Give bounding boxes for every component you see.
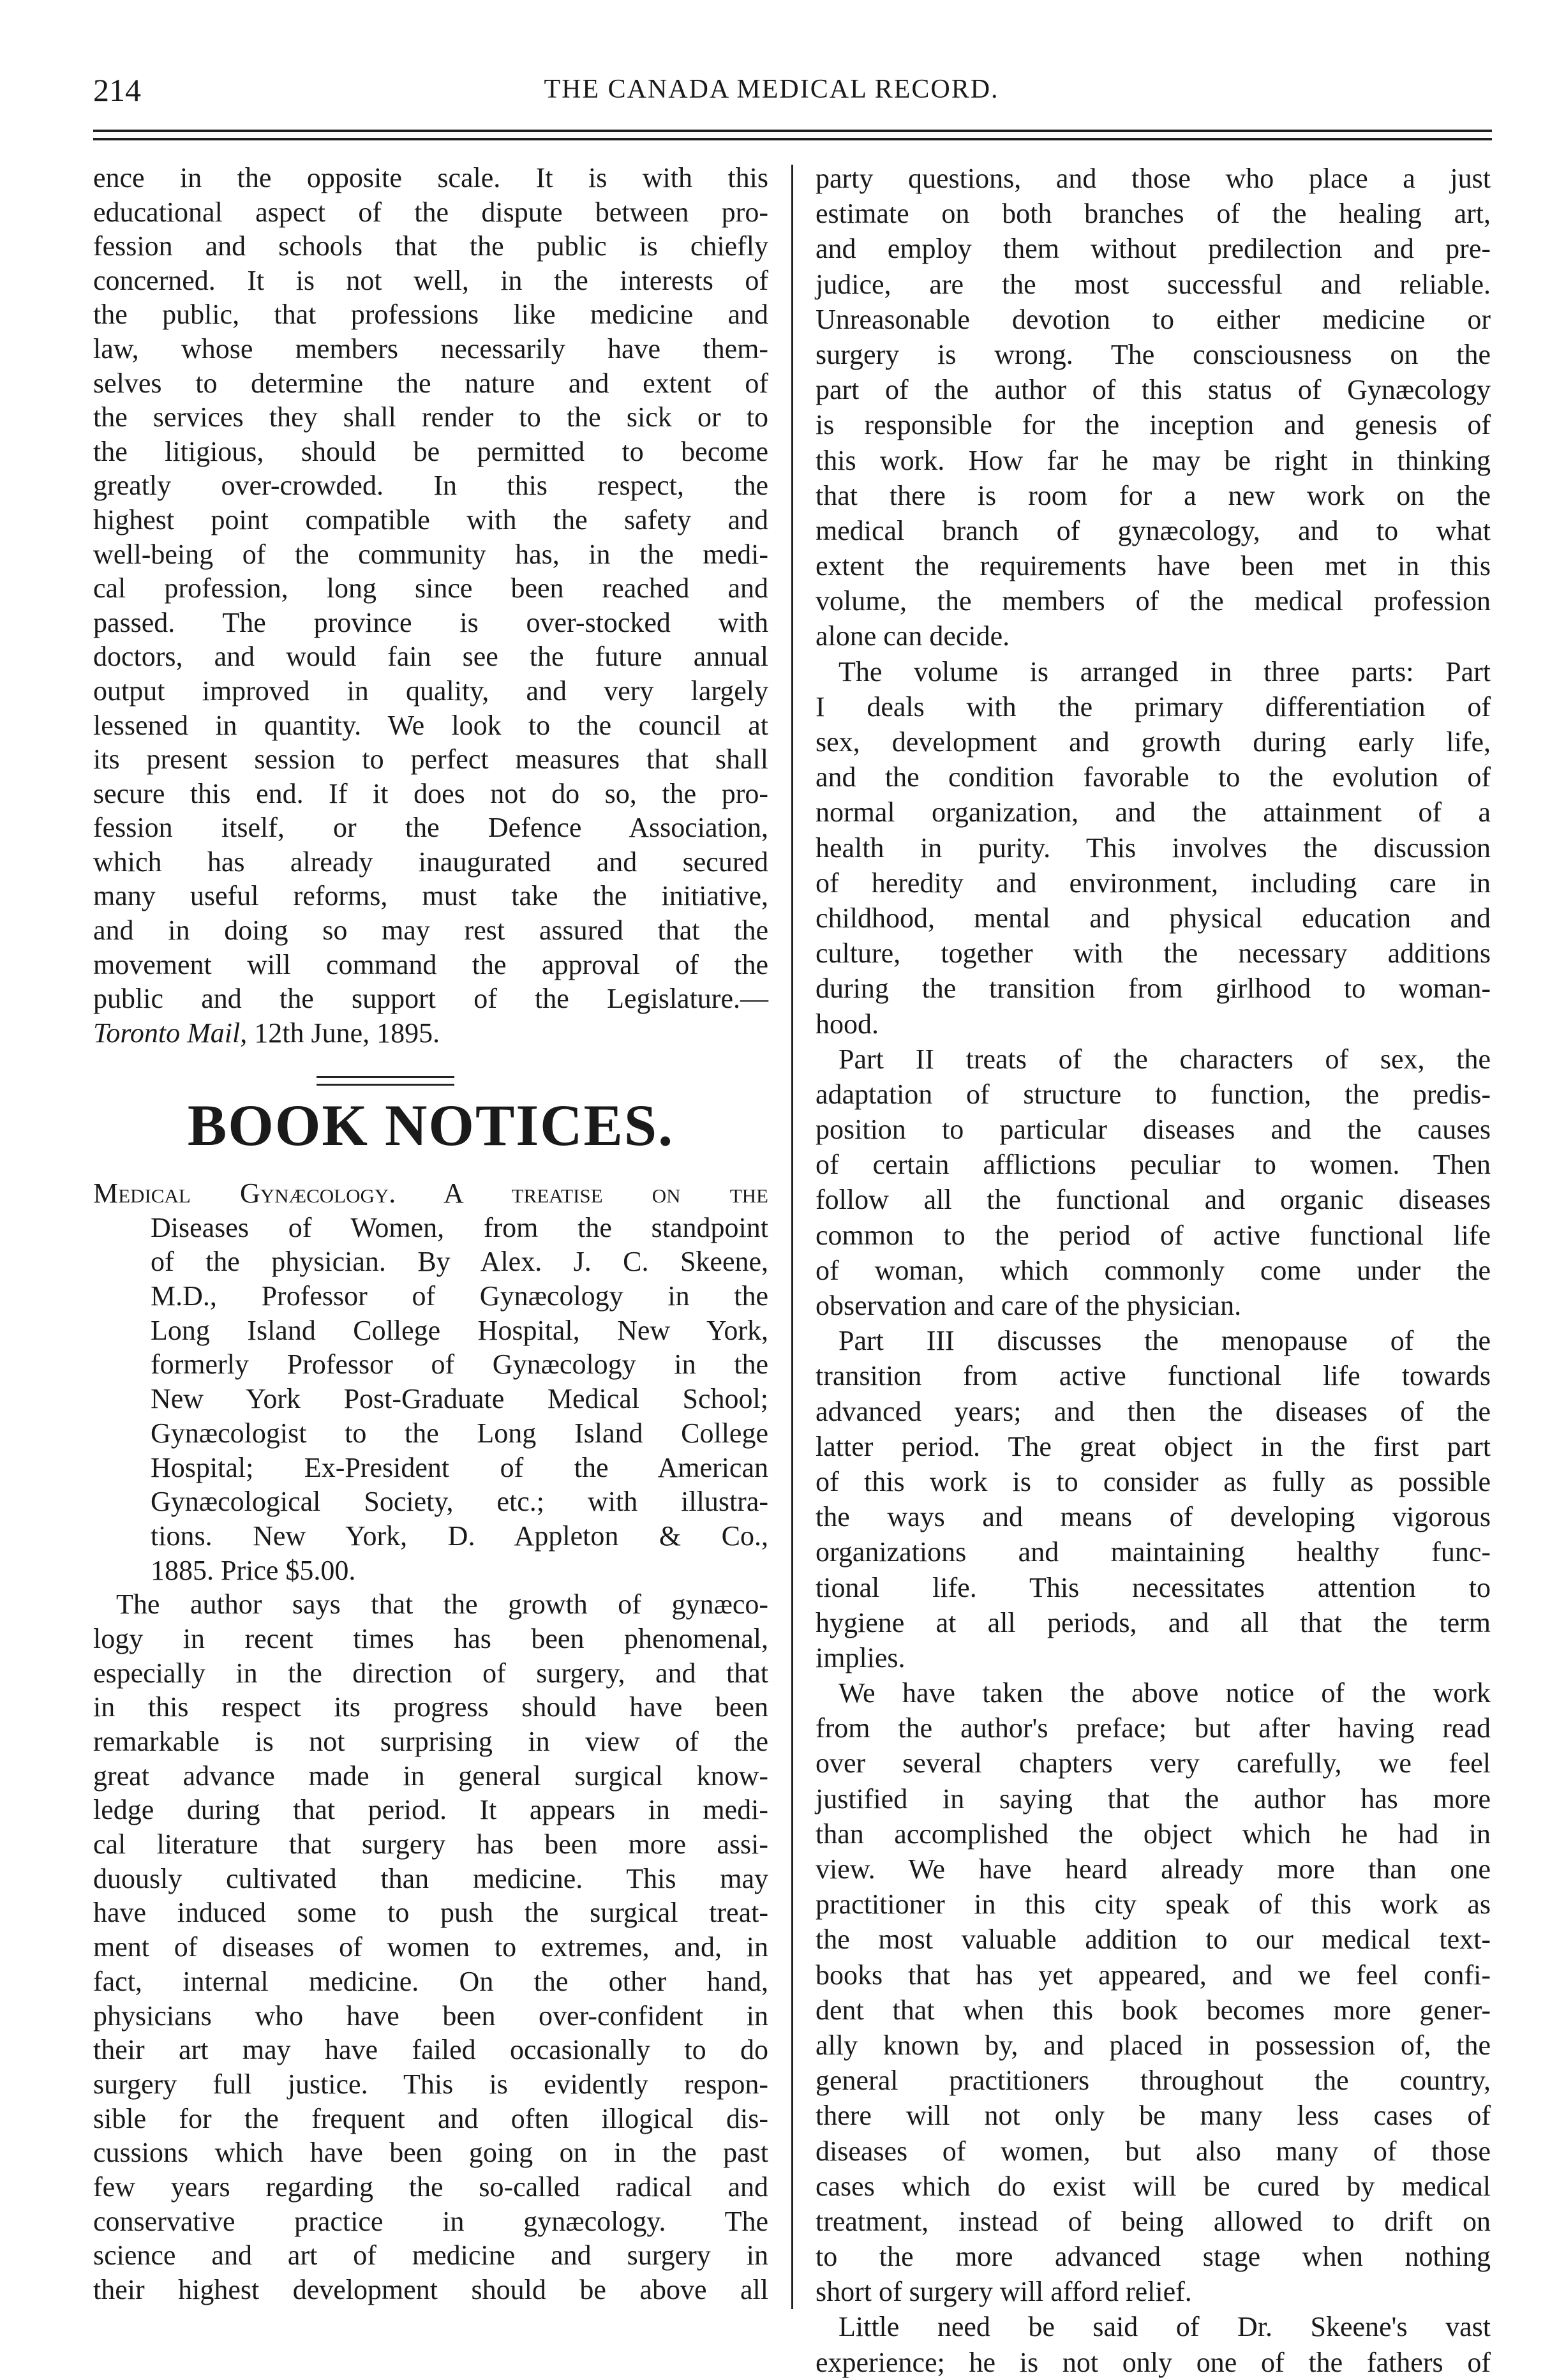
text-line: Long Island College Hospital, New York, <box>151 1314 768 1346</box>
text-line: concerned. It is not well, in the interests of <box>93 264 768 296</box>
text-line: tional life. This necessitates attention to <box>816 1571 1491 1603</box>
text-line: and the condition favorable to the evolution of <box>816 761 1491 793</box>
text-line: their art may have failed occasionally to do <box>93 2034 768 2066</box>
text-line: Medical Gynæcology. A treatise on the <box>93 1178 768 1209</box>
text-line: the public, that professions like medicine and <box>93 299 768 331</box>
text-line: Little need be said of Dr. Skeene's vast <box>839 2311 1491 2343</box>
text-line: over several chapters very carefully, we feel <box>816 1748 1491 1779</box>
text-line: selves to determine the nature and extent of <box>93 367 768 399</box>
section-heading: BOOK NOTICES. <box>187 1093 675 1158</box>
text-line: judice, are the most successful and reliable. <box>816 268 1491 300</box>
text-line: culture, together with the necessary additions <box>816 938 1491 969</box>
text-line: sex, development and growth during early life, <box>816 726 1491 758</box>
text-line: the services they shall render to the sick or to <box>93 401 768 433</box>
text-line: New York Post-Graduate Medical School; <box>151 1383 768 1415</box>
text-line: from the author's preface; but after having read <box>816 1712 1491 1744</box>
text-line: volume, the members of the medical profession <box>816 585 1491 617</box>
text-line: follow all the functional and organic diseases <box>816 1184 1491 1216</box>
text-line: logy in recent times has been phenomenal, <box>93 1622 768 1654</box>
text-line: in this respect its progress should have been <box>93 1691 768 1723</box>
page-number: 214 <box>93 72 141 108</box>
text-line: alone can decide. <box>816 620 1010 652</box>
text-line: We have taken the above notice of the work <box>839 1677 1491 1709</box>
text-line: passed. The province is over-stocked with <box>93 606 768 638</box>
text-line: adaptation of structure to function, the predis- <box>816 1078 1491 1110</box>
text-line: of this work is to consider as fully as possible <box>816 1465 1491 1497</box>
text-line: cal profession, long since been reached and <box>93 573 768 604</box>
text-line: lessened in quantity. We look to the council at <box>93 709 768 741</box>
text-line: output improved in quality, and very largely <box>93 675 768 707</box>
text-line: few years regarding the so-called radical and <box>93 2171 768 2203</box>
text-line: ledge during that period. It appears in medi- <box>93 1794 768 1826</box>
text-line: the most valuable addition to our medical text- <box>816 1924 1491 1956</box>
text-line: this work. How far he may be right in thinking <box>816 444 1491 476</box>
text-line: ally known by, and placed in possession of, the <box>816 2029 1491 2061</box>
text-line: their highest development should be above all <box>93 2274 768 2305</box>
text-line: great advance made in general surgical know- <box>93 1760 768 1792</box>
text-line: of the physician. By Alex. J. C. Skeene, <box>151 1246 768 1278</box>
text-line: fession and schools that the public is chiefly <box>93 230 768 262</box>
text-line: Part III discusses the menopause of the <box>839 1325 1491 1357</box>
text-line: Part II treats of the characters of sex, the <box>839 1043 1491 1075</box>
text-line: fession itself, or the Defence Association, <box>93 812 768 844</box>
source-credit: Toronto Mail <box>93 1017 241 1049</box>
text-line: childhood, mental and physical education and <box>816 902 1491 934</box>
text-line: ence in the opposite scale. It is with this <box>93 162 768 193</box>
text-line: doctors, and would fain see the future annual <box>93 641 768 673</box>
text-line: extent the requirements have been met in this <box>816 550 1491 582</box>
right-column-book-notice <box>816 161 1491 2380</box>
text-line: ment of diseases of women to extremes, and, in <box>93 1931 768 1963</box>
text-line: M.D., Professor of Gynæcology in the <box>151 1280 768 1312</box>
text-line: of certain afflictions peculiar to women. Then <box>816 1149 1491 1181</box>
text-line: part of the author of this status of Gynæcology <box>816 374 1491 406</box>
text-line: hygiene at all periods, and all that the term <box>816 1606 1491 1638</box>
text-line: to the more advanced stage when nothing <box>816 2241 1491 2273</box>
text-line: educational aspect of the dispute between pro- <box>93 196 768 228</box>
text-line: and in doing so may rest assured that the <box>93 915 768 947</box>
text-line: tions. New York, D. Appleton & Co., <box>151 1520 768 1552</box>
text-line: the litigious, should be permitted to become <box>93 435 768 467</box>
text-line: well-being of the community has, in the medi- <box>93 538 768 570</box>
text-line: Gynæcological Society, etc.; with illustra- <box>151 1486 768 1518</box>
text-line: sible for the frequent and often illogical dis- <box>93 2102 768 2134</box>
text-line: greatly over-crowded. In this respect, the <box>93 470 768 502</box>
text-line: cussions which have been going on in the past <box>93 2137 768 2169</box>
text-line: secure this end. If it does not do so, the pro- <box>93 777 768 809</box>
text-line: have induced some to push the surgical treat- <box>93 1897 768 1929</box>
text-line: highest point compatible with the safety and <box>93 504 768 535</box>
text-line: remarkable is not surprising in view of the <box>93 1726 768 1757</box>
text-line: health in purity. This involves the discussion <box>816 832 1491 864</box>
text-line: of woman, which commonly come under the <box>816 1254 1491 1286</box>
text-line: Unreasonable devotion to either medicine or <box>816 303 1491 335</box>
text-line: which has already inaugurated and secured <box>93 846 768 878</box>
text-line: hood. <box>816 1008 879 1040</box>
text-line: many useful reforms, must take the initiative, <box>93 880 768 912</box>
text-line: Diseases of Women, from the standpoint <box>151 1211 768 1243</box>
text-line: books that has yet appeared, and we feel confi- <box>816 1959 1491 1991</box>
left-column-book-notice <box>93 1176 768 2307</box>
text-line: that there is room for a new work on the <box>816 479 1491 511</box>
text-line: position to particular diseases and the causes <box>816 1114 1491 1146</box>
text-line: surgery full justice. This is evidently respon- <box>93 2068 768 2100</box>
section-rule-bottom <box>317 1084 454 1086</box>
text-line: latter period. The great object in the first part <box>816 1430 1491 1462</box>
text-line: observation and care of the physician. <box>816 1290 1242 1321</box>
text-line: its present session to perfect measures that shall <box>93 744 768 775</box>
text-line: is responsible for the inception and genesis of <box>816 409 1491 441</box>
text-line: general practitioners throughout the country, <box>816 2065 1491 2097</box>
text-line: during the transition from girlhood to woman- <box>816 973 1491 1005</box>
text-line: formerly Professor of Gynæcology in the <box>151 1349 768 1381</box>
text-line: especially in the direction of surgery, and that <box>93 1657 768 1689</box>
text-line: diseases of women, but also many of those <box>816 2135 1491 2167</box>
header-rule-bottom <box>93 138 1492 140</box>
text-line: science and art of medicine and surgery in <box>93 2240 768 2271</box>
text-line: party questions, and those who place a just <box>816 163 1491 194</box>
text-line: fact, internal medicine. On the other hand, <box>93 1965 768 1997</box>
text-line: there will not only be many less cases of <box>816 2100 1491 2132</box>
text-line: medical branch of gynæcology, and to what <box>816 514 1491 546</box>
text-line: cal literature that surgery has been more assi- <box>93 1829 768 1860</box>
text-line: transition from active functional life towards <box>816 1360 1491 1392</box>
text-line: duously cultivated than medicine. This may <box>93 1862 768 1894</box>
text-line: common to the period of active functional life <box>816 1219 1491 1251</box>
header-rule-top <box>93 130 1492 132</box>
text-line: of heredity and environment, including care in <box>816 867 1491 899</box>
text-line: advanced years; and then the diseases of the <box>816 1395 1491 1427</box>
left-column-article-end <box>93 161 768 1050</box>
text-line: Toronto Mail, 12th June, 1895. <box>93 1017 440 1049</box>
text-line: Gynæcologist to the Long Island College <box>151 1417 768 1449</box>
text-line: normal organization, and the attainment of a <box>816 797 1491 828</box>
journal-title: THE CANADA MEDICAL RECORD. <box>544 75 999 104</box>
text-line: the ways and means of developing vigorous <box>816 1501 1491 1533</box>
text-line: 1885. Price $5.00. <box>151 1554 356 1586</box>
text-line: conservative practice in gynæcology. The <box>93 2205 768 2237</box>
text-line: estimate on both branches of the healing art, <box>816 198 1491 230</box>
text-line: and employ them without predilection and pre- <box>816 233 1491 265</box>
text-line: justified in saying that the author has more <box>816 1783 1491 1815</box>
text-line: experience; he is not only one of the fathers of <box>816 2346 1491 2378</box>
text-line: I deals with the primary differentiation of <box>816 691 1491 722</box>
text-line: dent that when this book becomes more gener- <box>816 1994 1491 2026</box>
text-line: implies. <box>816 1642 906 1673</box>
text-line: treatment, instead of being allowed to drift on <box>816 2205 1491 2237</box>
text-line: movement will command the approval of the <box>93 948 768 980</box>
text-line: cases which do exist will be cured by medical <box>816 2170 1491 2202</box>
text-line: short of surgery will afford relief. <box>816 2276 1192 2308</box>
text-line: organizations and maintaining healthy func- <box>816 1536 1491 1568</box>
text-line: surgery is wrong. The consciousness on the <box>816 338 1491 370</box>
text-line: law, whose members necessarily have them- <box>93 333 768 364</box>
section-rule-top <box>317 1076 454 1078</box>
text-line: public and the support of the Legislature.— <box>93 983 768 1015</box>
text-line: practitioner in this city speak of this work as <box>816 1889 1491 1920</box>
text-line: The volume is arranged in three parts: Part <box>839 655 1491 687</box>
text-line: view. We have heard already more than one <box>816 1853 1491 1885</box>
column-divider <box>791 165 793 2309</box>
text-line: Hospital; Ex-President of the American <box>151 1451 768 1483</box>
text-line: physicians who have been over-confident in <box>93 2000 768 2032</box>
text-line: The author says that the growth of gynæco- <box>116 1589 768 1620</box>
text-line: than accomplished the object which he had in <box>816 1818 1491 1850</box>
